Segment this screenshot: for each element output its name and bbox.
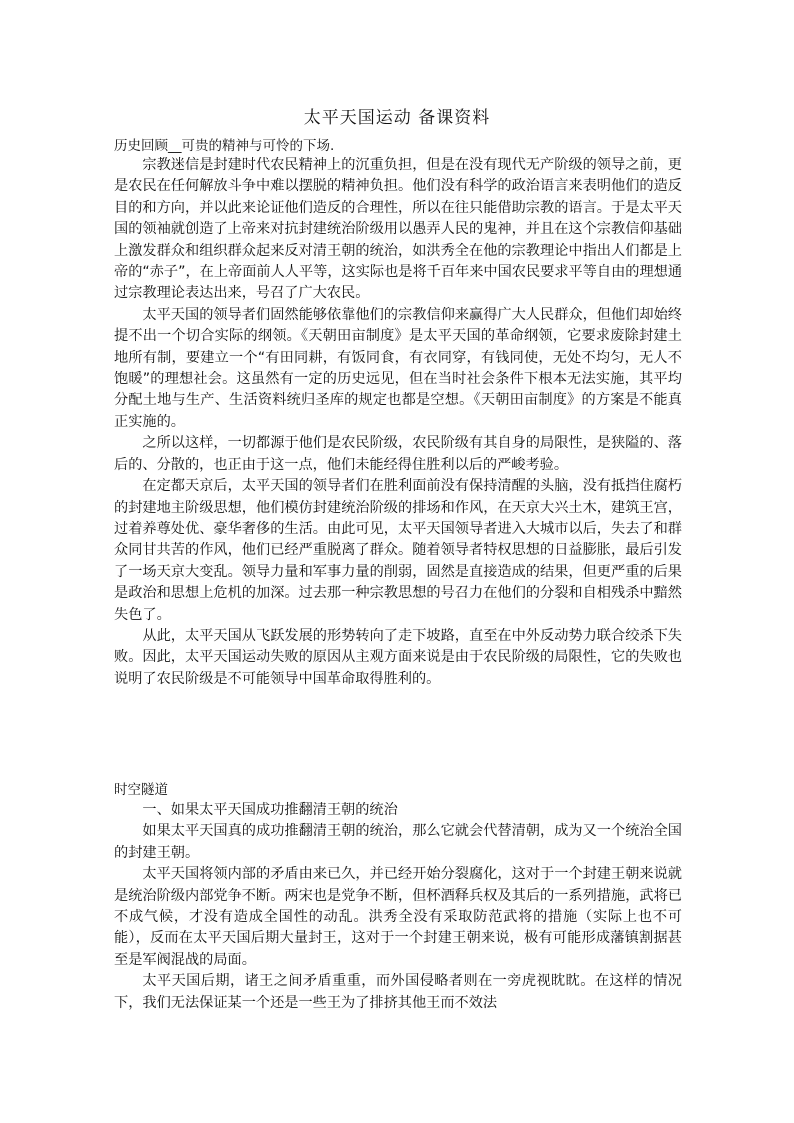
section-time-tunnel-body (114, 800, 682, 1014)
paragraph: 太平天国的领导者们固然能够依靠他们的宗教信仰来赢得广大人民群众，但他们却始终提不出一个切合实际的纲领。《天朝田亩制度》是太平天国的革命纲领，它要求废除封建土地所有制，要建立一个“有田同耕，有饭同食，有衣同穿，有钱同使，无处不均匀，无人不饱暖”的理想社会。这虽然有一定的历史远见，但在当时社会条件下根本无法实施，其平均分配土地与生产、生活资料统归圣库的规定也都是空想。《天朝田亩制度》的方案是不能真正实施的。 (114, 306, 682, 430)
paragraph: 之所以这样，一切都源于他们是农民阶级，农民阶级有其自身的局限性，是狭隘的、落后的、分散的，也正由于这一点，他们未能经得住胜利以后的严峻考验。 (114, 435, 682, 473)
section-history-review-body (114, 155, 682, 690)
section-label-history-review: 历史回顾__可贵的精神与可怜的下场. (114, 138, 335, 154)
document-title: 太平天国运动 备课资料 (303, 108, 491, 128)
paragraph: 太平天国后期，诸王之间矛盾重重，而外国侵略者则在一旁虎视眈眈。在这样的情况下，我们无法保证某一个还是一些王为了排挤其他王而不效法 (114, 973, 682, 1011)
section-label-time-tunnel: 时空隧道 (114, 782, 168, 798)
subheading: 一、如果太平天国成功推翻清王朝的统治 (142, 802, 398, 818)
paragraph: 如果太平天国真的成功推翻清王朝的统治，那么它就会代替清朝，成为又一个统治全国的封建王朝。 (114, 823, 682, 861)
paragraph: 从此，太平天国从飞跃发展的形势转向了走下坡路，直至在中外反动势力联合绞杀下失败。因此，太平天国运动失败的原因从主观方面来说是由于农民阶级的局限性，它的失败也说明了农民阶级是不可能领导中国革命取得胜利的。 (114, 627, 682, 687)
paragraph: 宗教迷信是封建时代农民精神上的沉重负担，但是在没有现代无产阶级的领导之前，更是农民在任何解放斗争中难以摆脱的精神负担。他们没有科学的政治语言来表明他们的造反目的和方向，并以此来论证他们造反的合理性，所以在往只能借助宗教的语言。于是太平天国的领袖就创造了上帝来对抗封建统治阶级用以愚弄人民的鬼神，并且在这个宗教信仰基础上激发群众和组织群众起来反对清王朝的统治，如洪秀全在他的宗教理论中指出人们都是上帝的“赤子”，在上帝面前人人平等，这实际也是将千百年来中国农民要求平等自由的理想通过宗教理论表达出来，号召了广大农民。 (114, 157, 683, 302)
paragraph: 在定都天京后，太平天国的领导者们在胜利面前没有保持清醒的头脑，没有抵挡住腐朽的封建地主阶级思想，他们模仿封建统治阶级的排场和作风，在天京大兴土木，建筑王宫，过着养尊处优、豪华奢侈的生活。由此可见，太平天国领导者进入大城市以后，失去了和群众同甘共苦的作风，他们已经严重脱离了群众。随着领导者特权思想的日益膨胀，最后引发了一场天京大变乱。领导力量和军事力量的削弱，固然是直接造成的结果，但更严重的后果是政治和思想上危机的加深。过去那一种宗教思想的号召力在他们的分裂和自相残杀中黯然失色了。 (114, 478, 682, 623)
paragraph: 太平天国将领内部的矛盾由来已久，并已经开始分裂腐化，这对于一个封建王朝来说就是统治阶级内部党争不断。两宋也是党争不断，但杯酒释兵权及其后的一系列措施，武将已不成气候，才没有造成全国性的动乱。洪秀全没有采取防范武将的措施（实际上也不可能），反而在太平天国后期大量封王，这对于一个封建王朝来说，极有可能形成藩镇割据甚至是军阀混战的局面。 (114, 866, 682, 968)
